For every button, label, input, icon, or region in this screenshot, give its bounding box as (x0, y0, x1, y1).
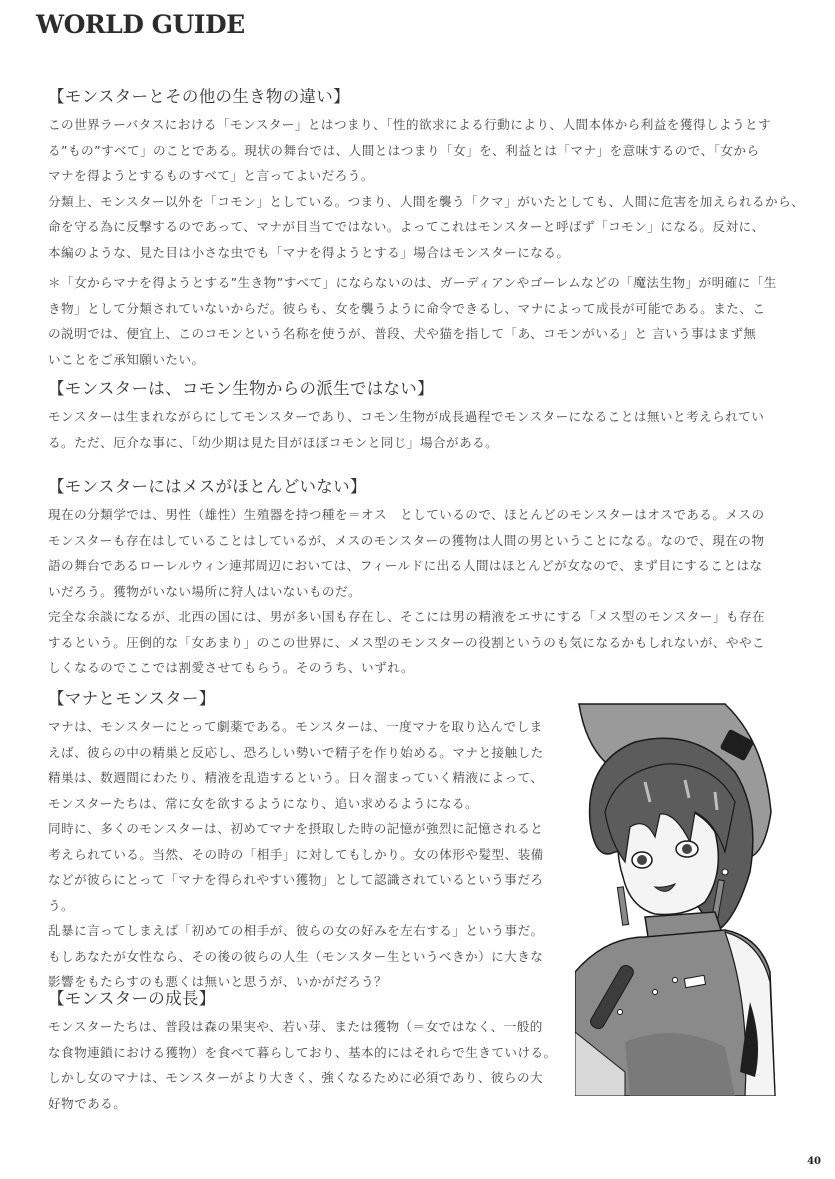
section-mana-and-monsters (48, 686, 563, 995)
section-body (48, 112, 805, 265)
body-line: 精巣は、数週間にわたり、精液を乱造するという。日々溜まっていく精液によって、 (48, 770, 544, 785)
body-line: モンスターは生まれながらにしてモンスターであり、コモン生物が成長過程でモンスターになることは無いと考えられてい (48, 409, 765, 424)
section-monster-growth (48, 986, 563, 1116)
body-line: 語の舞台であるローレルウィン連邦周辺においては、フィールドに出る人間はほとんどが女なので、まず目にすることはな (48, 558, 763, 573)
body-line: 考えられている。当然、その時の「相手」に対してもしかり。女の体形や髪型、装備 (48, 846, 544, 862)
body-line: う。 (48, 897, 75, 913)
body-line: この世界ラーバタスにおける「モンスター」とはつまり、「性的欲求による行動により、人間本体から利益を獲得しようとす (48, 117, 772, 132)
section-heading: 【モンスターの成長】 (48, 989, 216, 1008)
body-line: などが彼らにとって「マナを得られやすい獲物」として認識されているという事だろ (48, 872, 544, 887)
body-line: えば、彼らの中の精巣と反応し、恐ろしい勢いで精子を作り始める。マナと接触した (48, 744, 544, 760)
section-monster-vs-other (48, 84, 805, 265)
body-line: 完全な余談になるが、北西の国には、男が多い国も存在し、そこには男の精液をエサにする「メス型のモンスター」も存在 (48, 609, 766, 624)
body-line: る。ただ、厄介な事に、「幼少期は見た目がほぼコモンと同じ」場合がある。 (48, 434, 499, 450)
body-line: ＊「女からマナを得ようとする”生き物”すべて」にならないのは、ガーディアンやゴーレムなどの「魔法生物」が明確に「生 (48, 275, 777, 290)
section-body (48, 714, 563, 995)
body-line: マナは、モンスターにとって劇薬である。モンスターは、一度マナを取り込んでしま (48, 719, 543, 734)
section-heading: 【モンスターにはメスがほとんどいない】 (48, 477, 367, 496)
body-line: モンスターたちは、常に女を欲するようになり、追い求めるようになる。 (48, 795, 479, 811)
body-line: もしあなたが女性なら、その後の彼らの人生（モンスター生というべきか）に大きな (48, 948, 544, 964)
page-title: WORLD GUIDE (36, 10, 245, 39)
body-line: いだろう。獲物がいない場所に狩人はいないものだ。 (48, 583, 362, 599)
body-line: き物」として分類されていないからだ。彼らも、女を襲うように命令できるし、マナによって成長が可能である。また、こ (48, 300, 766, 316)
body-line: いことをご承知願いたい。 (48, 351, 205, 367)
section-heading: 【モンスターは、コモン生物からの派生ではない】 (48, 379, 434, 398)
body-line: 影響をもたらすのも悪くは無いと思うが、いかがだろう？ (48, 974, 388, 989)
section-body (48, 404, 788, 455)
body-line: マナを得ようとするものすべて」と言ってよいだろう。 (48, 168, 374, 183)
body-line: 命を守る為に反撃するのであって、マナが目当てではない。よってこれはモンスターと呼ばず「コモン」になる。反対に、 (48, 219, 765, 234)
body-line: 好物である。 (48, 1095, 127, 1111)
section-footnote (48, 270, 788, 372)
body-line: 乱暴に言ってしまえば「初めての相手が、彼らの女の好みを左右する」という事だ。 (48, 923, 544, 938)
body-line: の説明では、便宜上、このコモンという名称を使うが、普段、犬や猫を指して「あ、コモンがいる」と 言いう事はまず無 (48, 326, 757, 341)
character-illustration (575, 702, 777, 1096)
body-line: するという。圧倒的な「女あまり」のこの世界に、メス型のモンスターの役割というのも気になるかもしれないが、ややこ (48, 634, 766, 650)
body-line: モンスターも存在はしていることはしているが、メスのモンスターの獲物は人間の男ということになる。なので、現在の物 (48, 532, 765, 548)
body-line: 本編のような、見た目は小さな虫でも「マナを得ようとする」場合はモンスターになる。 (48, 244, 570, 260)
body-line: 分類上、モンスター以外を「コモン」としている。つまり、人間を襲う「クマ」がいたとしても、人間に危害を加えられるから、 (48, 193, 805, 209)
body-line: 現在の分類学では、男性（雄性）生殖器を持つ種を＝オス としているので、ほとんどのモンスターはオスである。メスの (48, 507, 765, 522)
body-line: しかし女のマナは、モンスターがより大きく、強くなるために必須であり、彼らの大 (48, 1070, 544, 1085)
body-line: モンスターたちは、普段は森の果実や、若い芽、または獲物（＝女ではなく、一般的 (48, 1019, 543, 1034)
body-line: しくなるのでここでは割愛させてもらう。そのうち、いずれ。 (48, 660, 414, 675)
section-few-females (48, 474, 788, 681)
section-body (48, 1014, 563, 1116)
body-line: 同時に、多くのモンスターは、初めてマナを摂取した時の記憶が強烈に記憶されると (48, 821, 544, 836)
page-number: 40 (807, 1156, 821, 1167)
section-heading: 【モンスターとその他の生き物の違い】 (48, 87, 350, 106)
section-body (48, 270, 788, 372)
body-line: る”もの”すべて」のことである。現状の舞台では、人間とはつまり「女」を、利益とは「マナ」を意味するので、「女から (48, 142, 760, 158)
section-not-derived-from-common (48, 376, 788, 455)
body-line: な食物連鎖における獲物）を食べて暮らしており、基本的にはそれらで生きていける。 (48, 1044, 557, 1060)
section-heading: 【マナとモンスター】 (48, 689, 216, 708)
section-body (48, 502, 788, 681)
